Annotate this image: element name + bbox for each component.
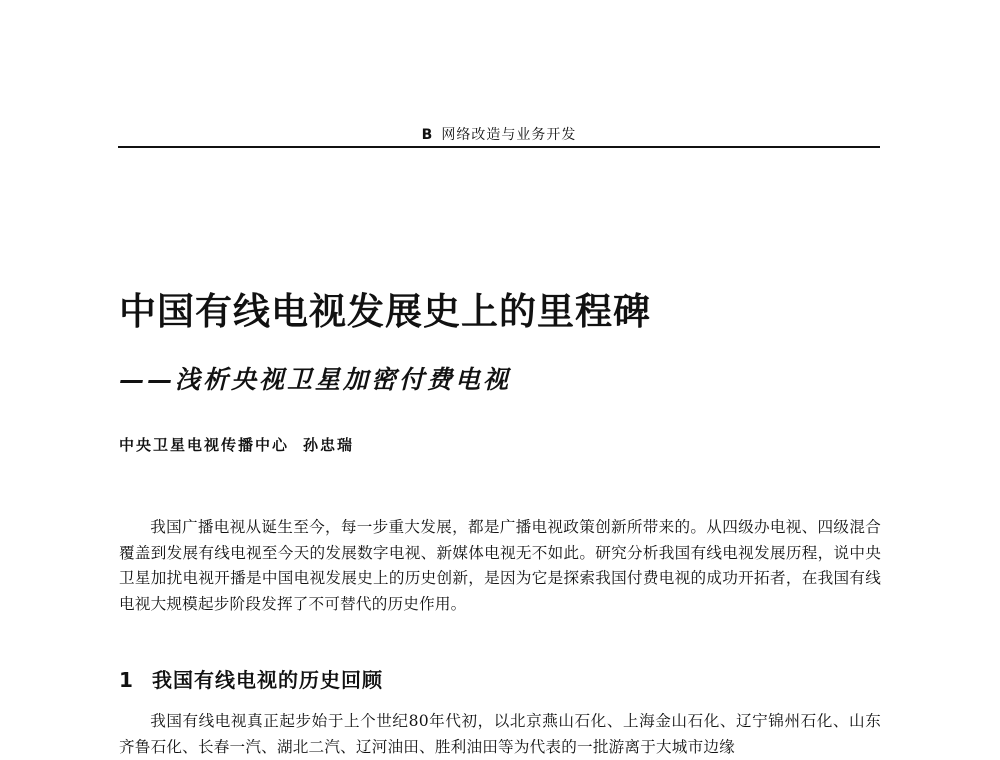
section-number: 1 [119, 668, 134, 692]
author-affiliation: 中央卫星电视传播中心 [119, 436, 290, 454]
running-header-title: 网络改造与业务开发 [441, 127, 577, 143]
article-title: 中国有线电视发展史上的里程碑 [119, 290, 651, 333]
header-divider [118, 146, 880, 148]
article-subtitle: ——浅析央视卫星加密付费电视 [119, 365, 512, 394]
abstract-paragraph: 我国广播电视从诞生至今，每一步重大发展，都是广播电视政策创新所带来的。从四级办电视、四级混合覆盖到发展有线电视至今天的发展数字电视、新媒体电视无不如此。研究分析我国有线电视发展历程，说中央卫星加扰电视开播是中国电视发展史上的历史创新，是因为它是探索我国付费电视的成功开拓者，在我国有线电视大规模起步阶段发挥了不可替代的历史作用。 [119, 518, 881, 613]
running-header-series-letter: B [421, 127, 434, 143]
section-paragraph: 我国有线电视真正起步始于上个世纪80年代初，以北京燕山石化、上海金山石化、辽宁锦州石化、山东齐鲁石化、长春一汽、湖北二汽、辽河油田、胜利油田等为代表的一批游离于大城市边缘 [119, 712, 881, 756]
author-name: 孙忠瑞 [303, 436, 355, 454]
section-title: 我国有线电视的历史回顾 [152, 668, 383, 692]
section-heading [119, 664, 383, 693]
byline [119, 434, 354, 455]
running-header [118, 124, 880, 144]
